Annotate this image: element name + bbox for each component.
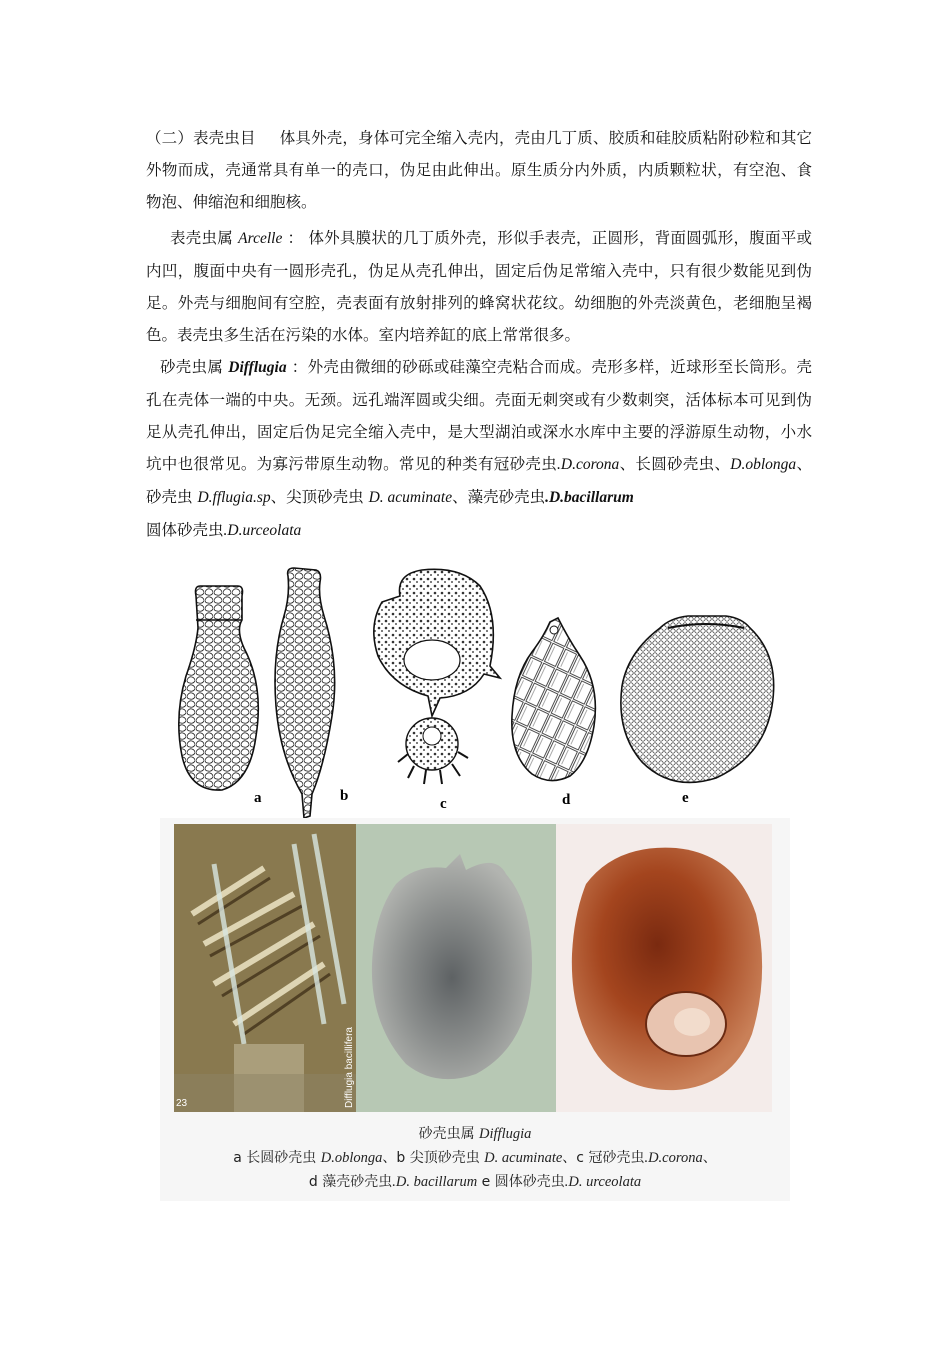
paragraph-body: 体外具膜状的几丁质外壳，形似手表壳，正圆形，背面圆弧形，腹面平或内凹，腹面中央有一圆形壳孔，伪足从壳孔伸出，固定后伪足常缩入壳中，只有很少数能见到伪足。外壳与细胞间有空腔，壳表面有放射排列的蜂窝状花纹。幼细胞的外壳淡黄色，老细胞呈褐色。表壳虫多生活在污染的水体。室内培养缸的底上常常很多。 xyxy=(146,229,812,344)
label-c: c xyxy=(440,796,447,812)
photo-difflugia-bacillifera xyxy=(174,824,356,1112)
caption-text: d 藻壳砂壳虫 xyxy=(308,1174,393,1190)
species-drawings xyxy=(160,556,790,818)
caption-title-cn: 砂壳虫属 xyxy=(418,1126,475,1142)
caption-text: 、c 冠砂壳虫 xyxy=(562,1150,645,1166)
caption-latin: D.oblonga xyxy=(320,1150,383,1166)
section-heading: （二）表壳虫目 xyxy=(146,129,256,147)
caption-text: 、b 尖顶砂壳虫 xyxy=(382,1150,480,1166)
figure-caption xyxy=(160,1122,790,1194)
label-b: b xyxy=(340,788,349,804)
separator: ： xyxy=(287,229,304,247)
caption-latin: .D. bacillarum xyxy=(392,1174,478,1190)
genus-name-cn: 表壳虫属 xyxy=(170,229,233,247)
photo-number: 23 xyxy=(176,1098,188,1109)
drawing-d-urceolata xyxy=(621,616,774,782)
genus-name-latin: Arcelle xyxy=(238,230,283,247)
species-latin: .D.urceolata xyxy=(223,522,302,539)
genus-name-cn: 砂壳虫属 xyxy=(160,358,224,376)
species-latin: .D.corona xyxy=(557,456,620,473)
species-cn: 、藻壳砂壳虫 xyxy=(452,488,546,506)
caption-line-2 xyxy=(160,1146,790,1170)
article-text xyxy=(146,122,812,547)
caption-line-3 xyxy=(160,1170,790,1194)
caption-text: 、 xyxy=(702,1150,717,1166)
caption-text: e 圆体砂壳虫 xyxy=(477,1174,565,1190)
drawing-d-corona xyxy=(374,569,500,784)
species-cn: 圆体砂壳虫 xyxy=(146,521,224,539)
difflugia-figure xyxy=(160,556,790,1201)
caption-latin: .D. urceolata xyxy=(564,1174,642,1190)
label-d: d xyxy=(562,792,571,808)
paragraph-order-testacea xyxy=(146,122,812,218)
caption-text: a 长圆砂壳虫 xyxy=(233,1150,317,1166)
species-cn: 、长圆砂壳虫、 xyxy=(619,455,731,473)
species-latin: .D.bacillarum xyxy=(545,489,634,506)
photo-difflugia-brown xyxy=(556,824,772,1112)
species-cn: 、尖顶砂壳虫 xyxy=(270,488,369,506)
caption-title-latin: Difflugia xyxy=(479,1126,532,1142)
paragraph-body: 外壳由微细的砂砾或硅藻空壳粘合而成。壳形多样，近球形至长筒形。壳孔在壳体一端的中央。无颈。远孔端浑圆或尖细。壳面无刺突或有少数刺突，活体标本可见到伪足从壳孔伸出，固定后伪足完全缩入壳中，是大型湖泊或深水水库中主要的浮游原生动物，小水坑中也很常见。为寡污带原生动物。常见的种类有冠砂壳虫 xyxy=(146,358,812,473)
separator: ： xyxy=(291,358,308,376)
label-a: a xyxy=(254,790,262,806)
paragraph-body: 体具外壳，身体可完全缩入壳内，壳由几丁质、胶质和硅胶质粘附砂粒和其它外物而成，壳通常具有单一的壳口，伪足由此伸出。原生质分内外质，内质颗粒状，有空泡、食物泡、伸缩泡和细胞核。 xyxy=(146,129,812,211)
drawing-d-bacillarum xyxy=(512,618,596,781)
caption-latin: D. acuminate xyxy=(484,1150,563,1166)
drawing-d-oblonga xyxy=(179,586,258,790)
species-cn: 、砂壳虫 xyxy=(146,455,812,506)
drawing-d-acuminate xyxy=(275,568,335,818)
species-latin: D.fflugia.sp xyxy=(197,489,271,506)
paragraph-difflugia xyxy=(146,351,812,547)
paragraph-arcella xyxy=(146,222,812,351)
caption-title xyxy=(160,1122,790,1146)
photo-watermark: Difflugia bacillifera xyxy=(344,1027,355,1108)
species-latin: D. acuminate xyxy=(368,489,453,506)
genus-name-latin: Difflugia xyxy=(228,359,287,376)
label-e: e xyxy=(682,790,689,806)
caption-latin: .D.corona xyxy=(644,1150,703,1166)
species-latin: D.oblonga xyxy=(730,456,797,473)
photo-difflugia-grey xyxy=(356,824,556,1112)
